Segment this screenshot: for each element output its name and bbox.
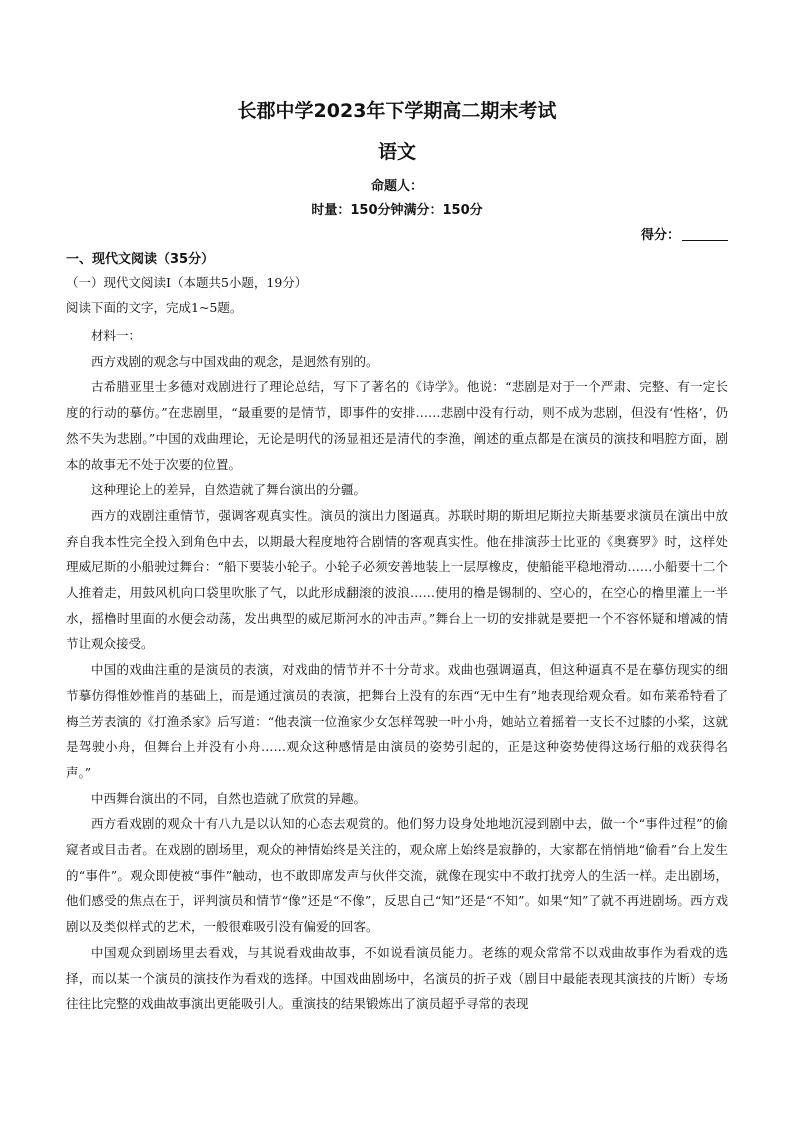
paragraph: 中国的戏曲注重的是演员的表演，对戏曲的情节并不十分苛求。戏曲也强调逼真，但这种逼真不是在摹仿现实的细节摹仿得惟妙惟肖的基础上，而是通过演员的表演，把舞台上没有的东西“无中生有”地表现给观众看。如布莱希特看了梅兰芳表演的《打渔杀家》后写道：“他表演一位渔家少女怎样驾驶一叶小舟，她站立着摇着一支长不过膝的小桨，这就是驾驶小舟，但舞台上并没有小舟……观众这种感情是由演员的姿势引起的，正是这种姿势使得这场行船的戏获得名声。” [66,662,728,780]
section-instruction: 阅读下面的文字，完成1~5题。 [66,300,243,315]
score-blank[interactable] [682,228,728,241]
reading-passage [66,323,728,1017]
paragraph: 中国观众到剧场里去看戏，与其说看戏曲故事，不如说看演员能力。老练的观众常常不以戏曲故事作为看戏的选择，而以某一个演员的演技作为看戏的选择。中国戏曲剧场中，名演员的折子戏（剧目中最能表现其演技的片断）专场往往比完整的戏曲故事演出更能吸引人。重演技的结果锻炼出了演员超乎寻常的表现 [66,944,728,1012]
paragraph: 古希腊亚里士多德对戏剧进行了理论总结，写下了著名的《诗学》。他说：“悲剧是对于一个严肃、完整、有一定长度的行动的摹仿。”在悲剧里，“最重要的是情节，即事件的安排……悲剧中没有行动，则不成为悲剧，但没有‘性格’，仍然不失为悲剧。”中国的戏曲理论，无论是明代的汤显祖还是清代的李渔，阐述的重点都是在演员的演技和唱腔方面，剧本的故事无不处于次要的位置。 [66,379,728,472]
author-label: 命题人： [370,179,423,194]
score-label: 得分： [640,228,680,243]
paragraph: 西方戏剧的观念与中国戏曲的观念，是迥然有别的。 [91,353,379,369]
paragraph: 西方看戏剧的观众十有八九是以认知的心态去观赏的。他们努力设身处地地沉浸到剧中去，做一个“事件过程”的偷窥者或目击者。在戏剧的剧场里，观众的神情始终是关注的，观众席上始终是寂静的，大家都在悄悄地“偷看”台上发生的“事件”。观众即使被“事件”触动，也不敢即席发声与伙伴交流，就像在现实中不敢打扰旁人的生活一样。走出剧场，他们感受的焦点在于，评判演员和情节“像”还是“不像”，反思自己“知”还是“不知”。如果“知”了就不再进剧场。西方戏剧以及类似样式的艺术，一般很难吸引没有偏爱的回客。 [66,816,728,935]
paragraph: 西方的戏剧注重情节，强调客观真实性。演员的演出力图逼真。苏联时期的斯坦尼斯拉夫斯基要求演员在演出中放弃自我本性完全投入到角色中去，以期最大程度地符合剧情的客观真实性。他在排演莎士比亚的《奥赛罗》时，这样处理威尼斯的小船驶过舞台：“船下要装小轮子。小轮子必须安善地装上一层厚橡皮，使船能平稳地滑动……小船要十二个人推着走，用鼓风机向口袋里吹胀了气，以此形成翻滚的波浪……使用的橹是锡制的、空心的，在空心的橹里灌上一半水，摇橹时里面的水便会动荡，发出典型的威尼斯河水的冲击声。”舞台上一切的安排就是要把一个不容怀疑和增减的情节让观众接受。 [66,507,728,652]
section-heading: 一、现代文阅读（35分） [66,252,215,267]
section-subheading: （一）现代文阅读Ⅰ（本题共5小题，19分） [66,275,308,290]
paragraph: 中西舞台演出的不同，自然也造就了欣赏的异趣。 [91,790,367,806]
score-field [641,224,728,243]
exam-title: 长郡中学2023年下学期高二期末考试 [237,100,557,122]
subject-title: 语文 [377,141,416,163]
paragraph: 材料一： [91,328,142,343]
time-score-line: 时量：150分钟满分：150分 [311,203,483,218]
paragraph: 这种理论上的差异，自然造就了舞台演出的分疆。 [91,482,367,498]
